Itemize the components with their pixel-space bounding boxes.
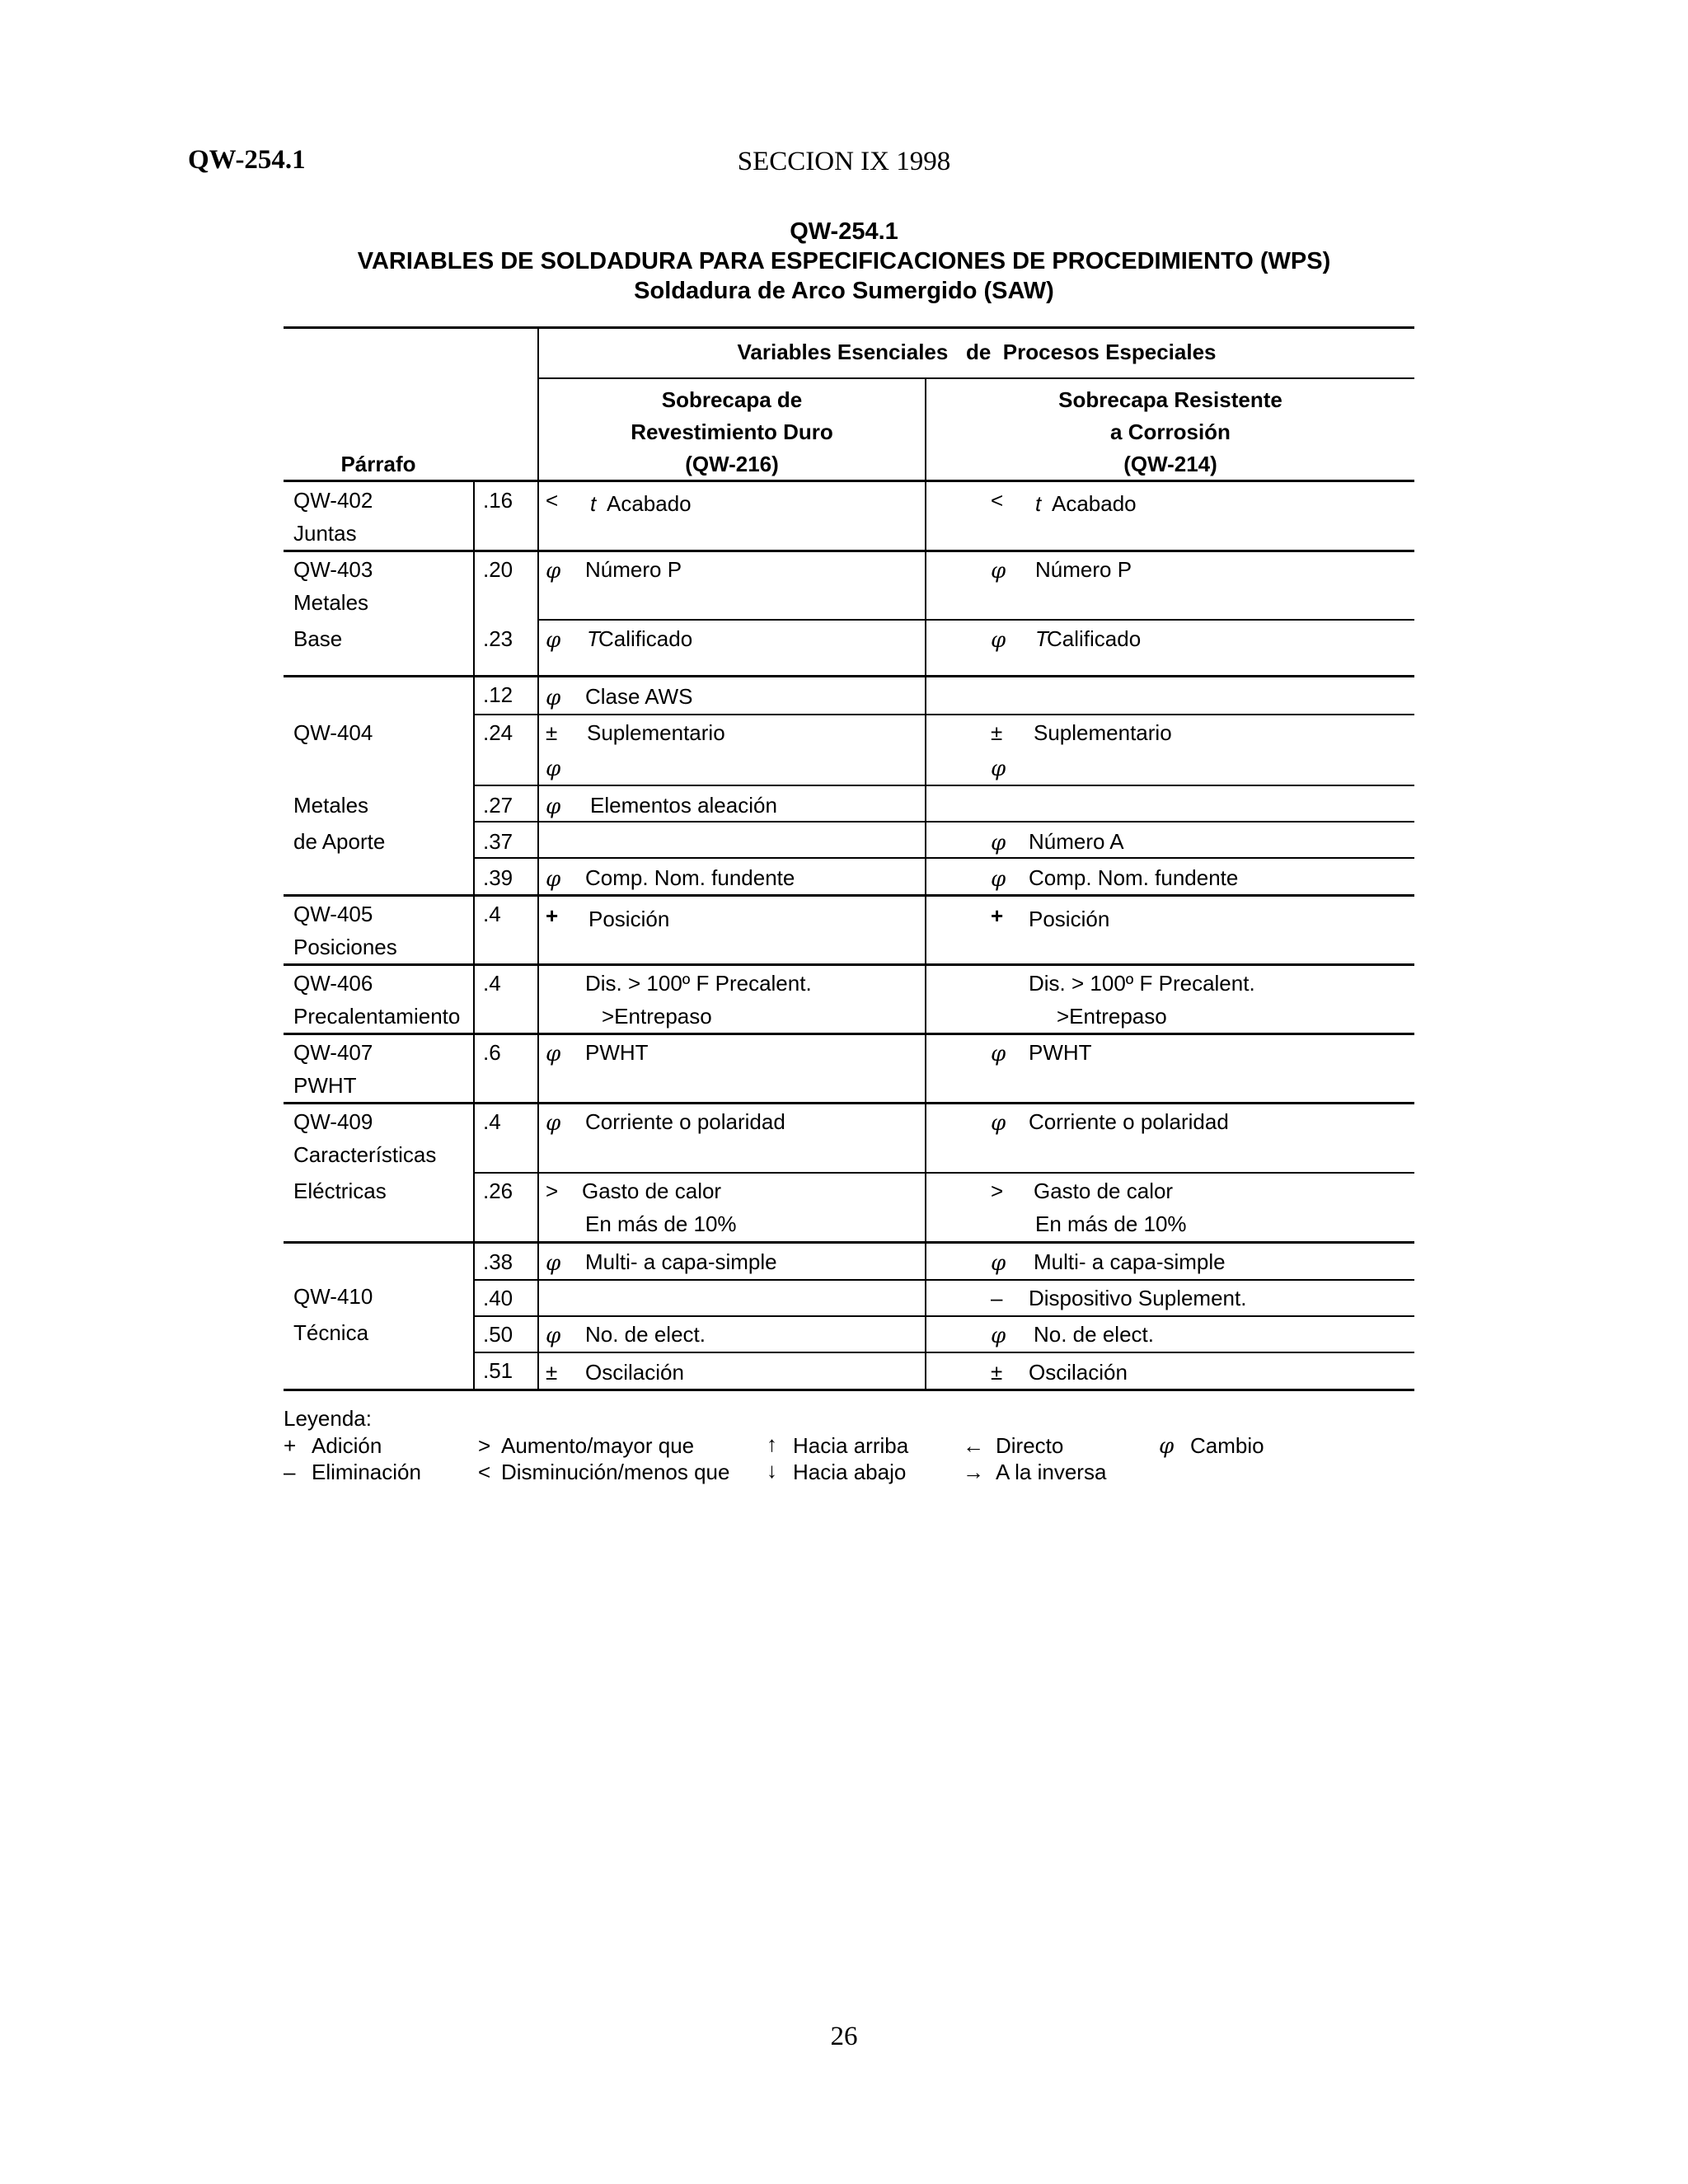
col2-text: Número P bbox=[1035, 557, 1132, 582]
group-label: Juntas bbox=[293, 521, 357, 546]
rule bbox=[473, 1279, 1414, 1281]
header-col2-line3: (QW-214) bbox=[1123, 452, 1217, 476]
col1-variable: t bbox=[590, 491, 597, 516]
rule-head-bottom bbox=[284, 480, 1414, 482]
header-parrafo: Párrafo bbox=[340, 452, 416, 476]
group-label: Base bbox=[293, 626, 343, 651]
col1-symbol: < bbox=[546, 488, 559, 513]
rule bbox=[473, 821, 1414, 823]
col1-symbol: φ bbox=[546, 559, 561, 583]
col1-symbol: > bbox=[546, 1179, 559, 1203]
legend-label: Hacia arriba bbox=[793, 1433, 909, 1458]
legend-label: Adición bbox=[312, 1433, 382, 1458]
col1-text: Clase AWS bbox=[585, 684, 693, 709]
row-number: .4 bbox=[483, 902, 501, 926]
group-code: QW-409 bbox=[293, 1109, 373, 1134]
rule bbox=[284, 963, 1414, 966]
legend-label: Hacia abajo bbox=[793, 1460, 907, 1484]
group-code: QW-407 bbox=[293, 1040, 373, 1065]
group-code: QW-410 bbox=[293, 1284, 373, 1309]
rule bbox=[537, 619, 1414, 621]
row-number: .12 bbox=[483, 682, 513, 707]
group-label: Metales bbox=[293, 590, 369, 615]
row-number: .20 bbox=[483, 557, 513, 582]
col1-symbol: φ bbox=[546, 686, 561, 710]
rule bbox=[284, 675, 1414, 677]
rule bbox=[473, 857, 1414, 859]
col1-variable: T bbox=[587, 626, 600, 651]
col2-variable: t bbox=[1035, 491, 1042, 516]
row-number: .38 bbox=[483, 1249, 513, 1274]
table-title bbox=[0, 217, 1688, 306]
col2-text: Suplementario bbox=[1034, 720, 1172, 745]
row-number: .50 bbox=[483, 1322, 513, 1347]
col1-text: Gasto de calor bbox=[582, 1179, 722, 1203]
group-label: Precalentamiento bbox=[293, 1004, 461, 1029]
rule bbox=[284, 894, 1414, 897]
col2-symbol: > bbox=[991, 1179, 1004, 1203]
arrow-up-icon: ↑ bbox=[767, 1432, 777, 1456]
col2-text: No. de elect. bbox=[1034, 1322, 1154, 1347]
arrow-right-icon: → bbox=[963, 1460, 984, 1484]
col2-text: Dispositivo Suplement. bbox=[1029, 1286, 1247, 1310]
legend-label: Aumento/mayor que bbox=[501, 1433, 695, 1458]
row-number: .4 bbox=[483, 1109, 501, 1134]
col2-text-line2: >Entrepaso bbox=[1057, 1004, 1167, 1029]
col1-text: Oscilación bbox=[585, 1360, 684, 1385]
header-variables-esenciales: Variables Esenciales de Procesos Especiales bbox=[737, 340, 1217, 364]
col2-symbol: φ bbox=[991, 1042, 1006, 1066]
group-code: QW-402 bbox=[293, 488, 373, 513]
col1-symbol: φ bbox=[546, 628, 561, 653]
row-number: .16 bbox=[483, 488, 513, 513]
legend-label: Eliminación bbox=[312, 1460, 421, 1484]
header-col2-line1: Sobrecapa Resistente bbox=[1058, 387, 1282, 412]
col1-symbol: φ bbox=[546, 1042, 561, 1066]
col1-symbol: φ bbox=[546, 1251, 561, 1276]
rule bbox=[284, 1033, 1414, 1035]
col2-symbol: φ bbox=[991, 757, 1006, 781]
col1-text: Dis. > 100º F Precalent. bbox=[585, 971, 812, 996]
col2-variable: T bbox=[1035, 626, 1048, 651]
row-number: .4 bbox=[483, 971, 501, 996]
rule-vertical bbox=[537, 326, 539, 1390]
rule-bottom bbox=[284, 1389, 1414, 1391]
col1-symbol: φ bbox=[546, 1111, 561, 1136]
col1-text: Suplementario bbox=[587, 720, 725, 745]
col2-text: Posición bbox=[1029, 907, 1110, 931]
row-number: .37 bbox=[483, 829, 513, 854]
header-col1-line2: Revestimiento Duro bbox=[631, 419, 833, 444]
group-code: QW-404 bbox=[293, 720, 373, 745]
col1-symbol: ± bbox=[546, 1360, 558, 1385]
col1-text: Elementos aleación bbox=[590, 793, 777, 818]
title-main: VARIABLES DE SOLDADURA PARA ESPECIFICACIONES DE PROCEDIMIENTO (WPS) bbox=[357, 248, 1331, 274]
group-label: Técnica bbox=[293, 1320, 369, 1345]
col1-symbol: φ bbox=[546, 1324, 561, 1348]
col1-text: Multi- a capa-simple bbox=[585, 1249, 777, 1274]
col2-symbol: φ bbox=[991, 831, 1006, 855]
legend-label: Cambio bbox=[1190, 1433, 1264, 1458]
legend-symbol: < bbox=[478, 1460, 491, 1484]
col1-text-line2: >Entrepaso bbox=[602, 1004, 712, 1029]
col2-text: Multi- a capa-simple bbox=[1034, 1249, 1226, 1274]
rule-vertical bbox=[925, 377, 926, 1390]
col2-symbol: ± bbox=[991, 1360, 1003, 1385]
col2-symbol: φ bbox=[991, 1324, 1006, 1348]
rule bbox=[284, 550, 1414, 552]
col2-text: Gasto de calor bbox=[1034, 1179, 1174, 1203]
group-label: Eléctricas bbox=[293, 1179, 387, 1203]
legend-label: Directo bbox=[996, 1433, 1064, 1458]
col2-symbol: φ bbox=[991, 628, 1006, 653]
col1-symbol: φ bbox=[546, 867, 561, 892]
col2-text: Acabado bbox=[1052, 491, 1137, 516]
rule bbox=[284, 1102, 1414, 1104]
col2-symbol: ± bbox=[991, 720, 1003, 745]
group-label: de Aporte bbox=[293, 829, 386, 854]
col2-text: Corriente o polaridad bbox=[1029, 1109, 1229, 1134]
rule bbox=[284, 1241, 1414, 1244]
arrow-down-icon: ↓ bbox=[767, 1458, 777, 1483]
group-label: Características bbox=[293, 1142, 437, 1167]
row-number: .39 bbox=[483, 865, 513, 890]
legend-symbol: + bbox=[284, 1433, 297, 1458]
row-number: .40 bbox=[483, 1286, 513, 1310]
group-label: Posiciones bbox=[293, 935, 397, 959]
col1-text: Comp. Nom. fundente bbox=[585, 865, 795, 890]
col2-symbol: + bbox=[991, 903, 1004, 928]
title-process: Soldadura de Arco Sumergido (SAW) bbox=[634, 278, 1054, 304]
col2-text: Dis. > 100º F Precalent. bbox=[1029, 971, 1255, 996]
col2-text: PWHT bbox=[1029, 1040, 1092, 1065]
page-number: 26 bbox=[830, 2022, 858, 2051]
rule bbox=[473, 1315, 1414, 1317]
phi-icon: φ bbox=[1159, 1434, 1175, 1459]
row-number: .23 bbox=[483, 626, 513, 651]
col2-text: Número A bbox=[1029, 829, 1124, 854]
col1-text-line2: En más de 10% bbox=[585, 1212, 737, 1236]
header-col1-line1: Sobrecapa de bbox=[661, 387, 803, 412]
title-code: QW-254.1 bbox=[790, 218, 898, 245]
section-header: SECCION IX 1998 bbox=[737, 147, 951, 176]
legend-label: A la inversa bbox=[996, 1460, 1107, 1484]
rule bbox=[473, 1172, 1414, 1174]
rule bbox=[473, 1352, 1414, 1353]
col2-text: Comp. Nom. fundente bbox=[1029, 865, 1239, 890]
legend-title: Leyenda: bbox=[284, 1406, 372, 1431]
header-col2-line2: a Corrosión bbox=[1110, 419, 1231, 444]
header-col1-line3: (QW-216) bbox=[685, 452, 779, 476]
col1-text: Corriente o polaridad bbox=[585, 1109, 785, 1134]
rule bbox=[473, 785, 1414, 786]
col1-symbol: + bbox=[546, 903, 559, 928]
row-number: .51 bbox=[483, 1358, 513, 1383]
col1-text: Posición bbox=[588, 907, 670, 931]
group-code: QW-406 bbox=[293, 971, 373, 996]
legend-symbol: – bbox=[284, 1460, 296, 1484]
col1-text: Número P bbox=[585, 557, 682, 582]
col2-symbol: φ bbox=[991, 559, 1006, 583]
col1-text: PWHT bbox=[585, 1040, 649, 1065]
col2-text: Oscilación bbox=[1029, 1360, 1128, 1385]
col1-symbol: φ bbox=[546, 794, 561, 819]
row-number: .24 bbox=[483, 720, 513, 745]
rule-top bbox=[284, 326, 1414, 329]
group-label: PWHT bbox=[293, 1073, 357, 1098]
col1-text: Acabado bbox=[607, 491, 692, 516]
col1-symbol: ± bbox=[546, 720, 558, 745]
legend bbox=[284, 1406, 1437, 1513]
arrow-left-icon: ← bbox=[963, 1433, 984, 1458]
legend-label: Disminución/menos que bbox=[501, 1460, 730, 1484]
section-code: QW-254.1 bbox=[188, 145, 306, 175]
row-number: .27 bbox=[483, 793, 513, 818]
legend-symbol: > bbox=[478, 1433, 491, 1458]
variables-table bbox=[284, 326, 1414, 1394]
col1-symbol: φ bbox=[546, 757, 561, 781]
row-number: .26 bbox=[483, 1179, 513, 1203]
group-code: QW-405 bbox=[293, 902, 373, 926]
col1-text: Calificado bbox=[598, 626, 693, 651]
row-number: .6 bbox=[483, 1040, 501, 1065]
rule bbox=[473, 714, 1414, 715]
group-code: QW-403 bbox=[293, 557, 373, 582]
col2-symbol: φ bbox=[991, 867, 1006, 892]
col2-text-line2: En más de 10% bbox=[1035, 1212, 1187, 1236]
col2-text: Calificado bbox=[1047, 626, 1142, 651]
rule-group-head bbox=[537, 377, 1414, 379]
group-label: Metales bbox=[293, 793, 369, 818]
col2-symbol: φ bbox=[991, 1251, 1006, 1276]
col2-symbol: φ bbox=[991, 1111, 1006, 1136]
col1-text: No. de elect. bbox=[585, 1322, 706, 1347]
rule-vertical bbox=[473, 480, 475, 1390]
col2-symbol: – bbox=[991, 1286, 1003, 1310]
col2-symbol: < bbox=[991, 488, 1004, 513]
